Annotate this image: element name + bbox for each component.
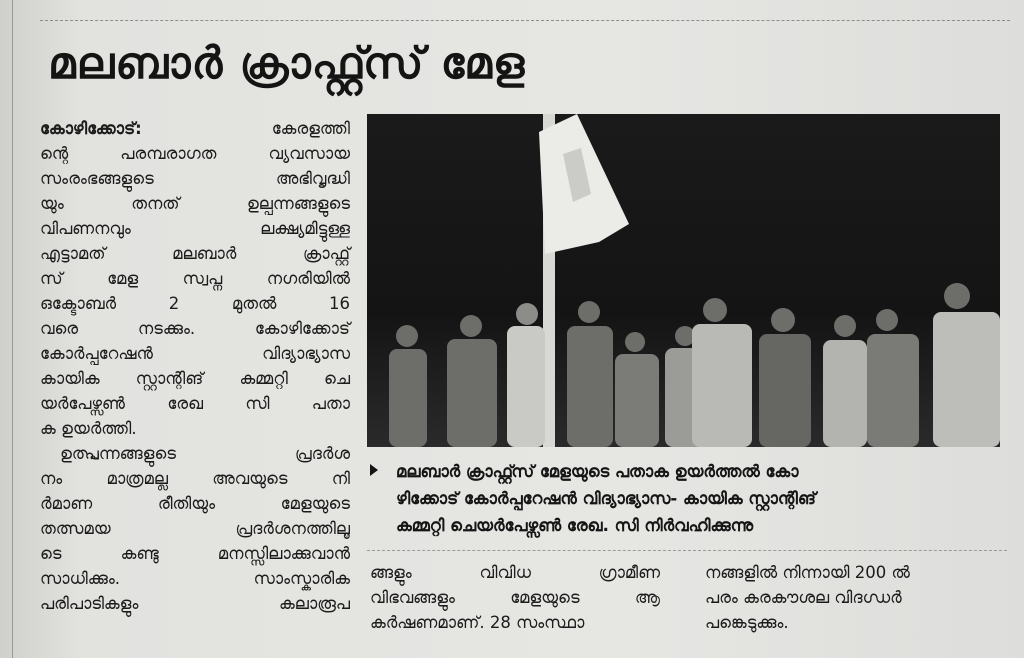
article-line: കായിക സ്റ്റാന്റിങ് കമ്മറ്റി ചെ (40, 369, 350, 388)
person-head (771, 308, 795, 332)
dateline: കോഴിക്കോട്: (40, 119, 142, 138)
article-line: കർഷണമാണ്. 28 സംസ്ഥാ (370, 613, 585, 632)
article-line: യും തനത് ഉല്പന്നങ്ങളുടെ (40, 194, 350, 213)
person-body (823, 340, 867, 447)
person-head (876, 309, 898, 331)
story-middle-column (370, 560, 660, 635)
person-head (516, 303, 538, 325)
article-line: തത്സമയ പ്രദർശനത്തിലൂ (40, 519, 350, 538)
story-left-column (40, 116, 350, 616)
person-body (567, 326, 613, 447)
caption-divider (367, 550, 1007, 551)
person-body (507, 326, 545, 447)
article-line: പരം കരകൗശല വിദഗ്ധർ (705, 588, 902, 607)
caption-line: കമ്മറ്റി ചെയർപേഴ്സൺ രേഖ. സി നിർവഹിക്കുന്നു (396, 516, 754, 535)
caption-arrow-icon (370, 464, 378, 476)
article-line (40, 116, 350, 141)
article-line: യർപേഴ്സൺ രേഖ സി പതാ (40, 394, 350, 413)
news-photo (367, 114, 1000, 447)
person-body (867, 334, 919, 447)
caption-line: മലബാർ ക്രാഫ്റ്റ്സ് മേളയുടെ പതാക ഉയർത്തൽ കോ (396, 462, 799, 481)
caption-line: ഴിക്കോട് കോർപ്പറേഷൻ വിദ്യാഭ്യാസ- കായിക സ്റ്റാന്റിങ് (396, 489, 816, 508)
article-line: പരിപാടികളും കലാരൂപ (40, 594, 350, 613)
person-head (396, 325, 418, 347)
person-head (944, 283, 970, 309)
person-head (460, 315, 482, 337)
article-line: ന്റെ പരമ്പരാഗത വ്യവസായ (40, 144, 350, 163)
article-line: നങ്ങളിൽ നിന്നായി 200 ൽ (705, 563, 910, 582)
person-body (933, 312, 1000, 447)
article-line: കോർപ്പറേഷൻ വിദ്യാഭ്യാസ (40, 344, 350, 363)
person-head (834, 315, 856, 337)
person-head (625, 332, 645, 352)
story-right-column (705, 560, 995, 635)
photo-caption (370, 458, 995, 539)
article-line: പങ്കെടുക്കും. (705, 613, 789, 632)
article-line: സംരംഭങ്ങളുടെ അഭിവൃദ്ധി (40, 169, 350, 188)
page-fold-line (12, 0, 13, 658)
person-body (615, 354, 659, 447)
headline: മലബാർ ക്രാഫ്റ്റ്സ് മേള (48, 38, 526, 89)
person-body (447, 339, 497, 447)
person-body (692, 324, 752, 447)
person-body (759, 334, 811, 447)
article-line: എട്ടാമത് മലബാർ ക്രാഫ്റ്റ് (40, 244, 350, 263)
article-line: ടെ കണ്ടു മനസ്സിലാക്കുവാൻ (40, 544, 350, 563)
person-head (578, 301, 600, 323)
article-line: ർമാണ രീതിയും മേളയുടെ (40, 494, 350, 513)
person-head (703, 298, 727, 322)
article-line: ങ്ങളും വിവിധ ഗ്രാമീണ (370, 563, 660, 582)
article-line: സ് മേള സ്വപ്ന നഗരിയിൽ (40, 269, 350, 288)
person-body (389, 349, 427, 447)
article-line: വിഭവങ്ങളും മേളയുടെ ആ (370, 588, 660, 607)
article-line: വിപണനവും ലക്ഷ്യമിട്ടുള്ള (40, 219, 350, 238)
article-line: വരെ നടക്കും. കോഴിക്കോട് (40, 319, 350, 338)
article-line: ഉത്പ്പന്നങ്ങളുടെ പ്രദർശ (60, 444, 350, 463)
flag-hoisting-photo (367, 114, 1000, 447)
article-line: നം മാത്രമല്ല അവയുടെ നി (40, 469, 350, 488)
article-text: കേരളത്തി (271, 119, 350, 138)
top-divider (40, 20, 1010, 21)
article-line: ക ഉയർത്തി. (40, 419, 137, 438)
article-line: സാധിക്കും. സാംസ്കാരിക (40, 569, 350, 588)
article-line: ഒക്ടോബർ 2 മുതൽ 16 (40, 294, 350, 313)
